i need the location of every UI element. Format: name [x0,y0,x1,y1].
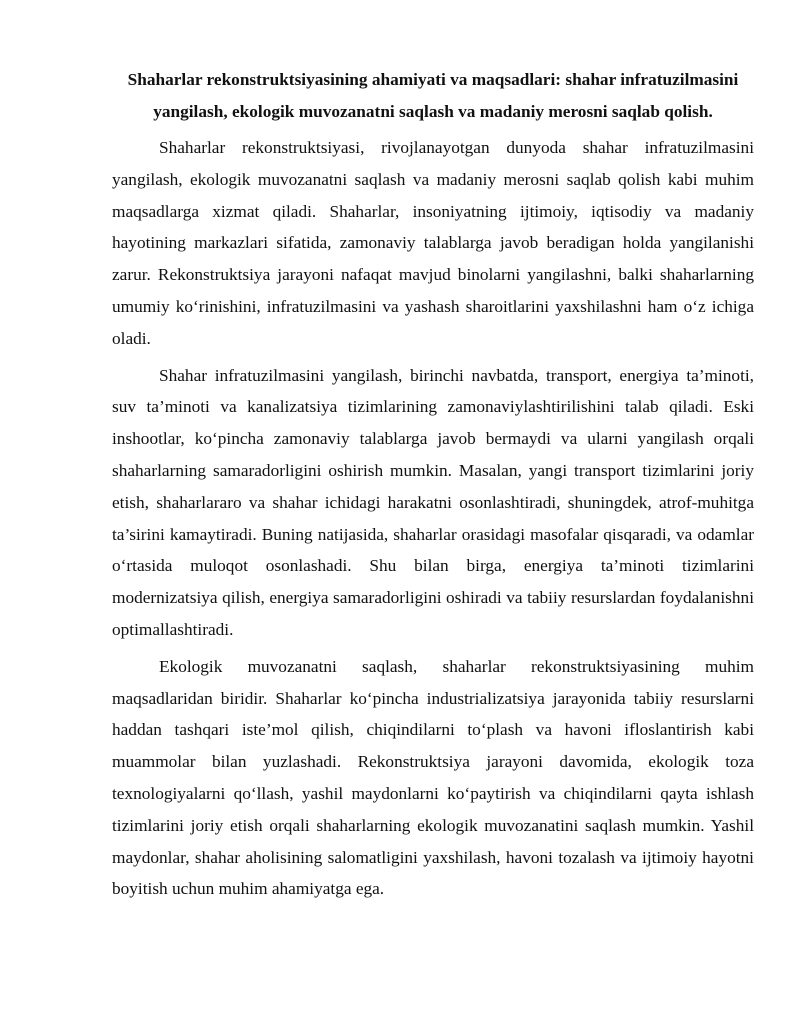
paragraph-2: Shahar infratuzilmasini yangilash, birinchi navbatda, transport, energiya ta’minoti, suv ta’minoti va kanalizatsiya tizimlarining zamonaviylashtirilishini talab qiladi. Eski inshootlar, ko‘pincha zamonaviy talablarga javob bermaydi va ularni yangilash orqali shaharlarning samaradorligini oshirish mumkin. Masalan, yangi transport tizimlarini joriy etish, shaharlararo va shahar ichidagi harakatni osonlashtiradi, shuningdek, atrof-muhitga ta’sirini kamaytiradi. Buning natijasida, shaharlar orasidagi masofalar qisqaradi, va odamlar o‘rtasida muloqot osonlashadi. Shu bilan birga, energiya ta’minoti tizimlarini modernizatsiya qilish, energiya samaradorligini oshiradi va tabiiy resurslardan foydalanishni optimallashtiradi. [112,365,754,639]
document-title: Shaharlar rekonstruktsiyasining ahamiyati va maqsadlari: shahar infratuzilmasini yangilash, ekologik muvozanatni saqlash va madaniy merosni saqlab qolish. [127,70,739,121]
document-page [112,64,754,910]
paragraph-3: Ekologik muvozanatni saqlash, shaharlar rekonstruktsiyasining muhim maqsadlaridan biridir. Shaharlar ko‘pincha industrializatsiya jarayonida tabiiy resurslarni haddan tashqari iste’mol qilish, chiqindilarni to‘plash va havoni ifloslantirish kabi muammolar bilan yuzlashadi. Rekonstruktsiya jarayoni davomida, ekologik toza texnologiyalarni qo‘llash, yashil maydonlarni ko‘paytirish va chiqindilarni qayta ishlash tizimlarini joriy etish orqali shaharlarning ekologik muvozanatini saqlash mumkin. Yashil maydonlar, shahar aholisining salomatligini yaxshilash, havoni tozalash va ijtimoiy hayotni boyitish uchun muhim ahamiyatga ega. [112,656,754,899]
paragraph-1: Shaharlar rekonstruktsiyasi, rivojlanayotgan dunyoda shahar infratuzilmasini yangilash, ekologik muvozanatni saqlash va madaniy merosni saqlab qolish kabi muhim maqsadlarga xizmat qiladi. Shaharlar, insoniyatning ijtimoiy, iqtisodiy va madaniy hayotining markazlari sifatida, zamonaviy talablarga javob beradigan holda yangilanishi zarur. Rekonstruktsiya jarayoni nafaqat mavjud binolarni yangilashni, balki shaharlarning umumiy ko‘rinishini, infratuzilmasini va yashash sharoitlarini yaxshilashni ham o‘z ichiga oladi. [112,138,754,348]
